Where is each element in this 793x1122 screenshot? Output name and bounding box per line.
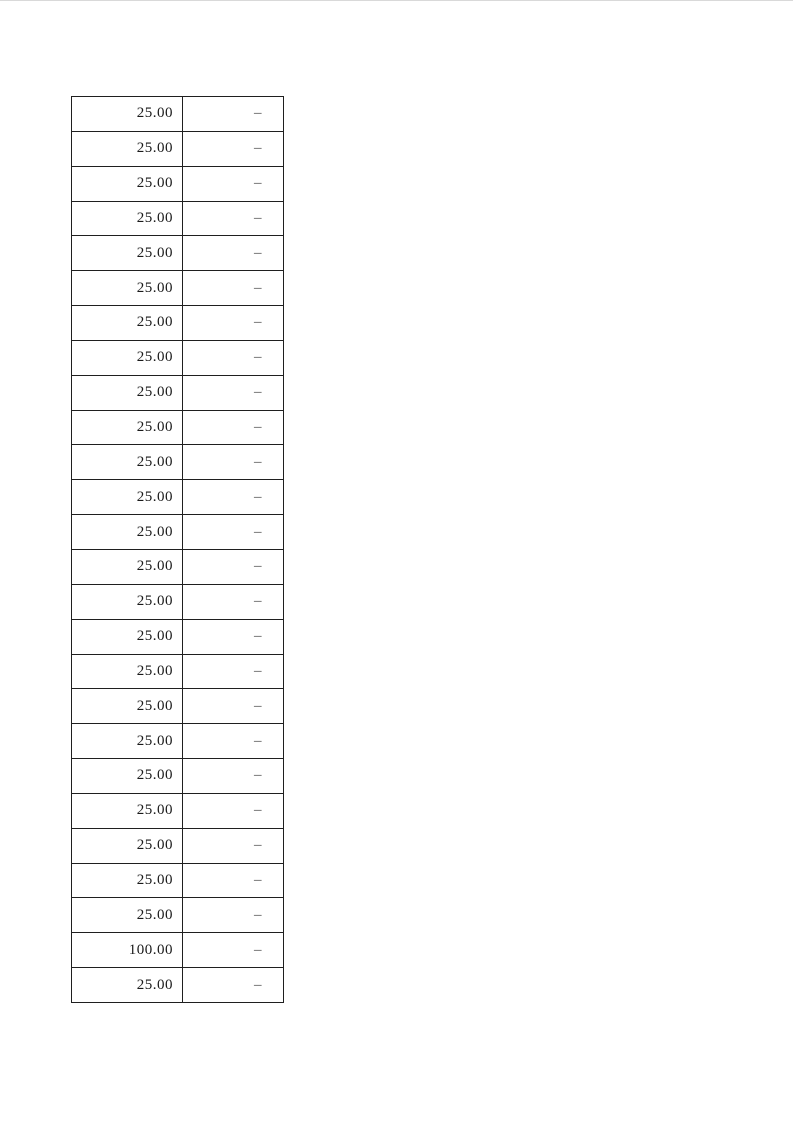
amount-value: 25.00 [136,628,173,645]
dash-value: – [254,349,262,366]
amount-value: 25.00 [136,105,173,122]
amount-value: 25.00 [136,175,173,192]
table-row [72,898,284,933]
dash-cell [183,445,284,480]
table-row [72,759,284,794]
amounts-table [71,96,284,1003]
table-row [72,445,284,480]
amount-cell [72,549,183,584]
dash-cell [183,863,284,898]
dash-value: – [254,871,262,888]
dash-value: – [254,453,262,470]
amount-cell [72,619,183,654]
dash-value: – [254,976,262,993]
amount-cell [72,759,183,794]
amount-value: 25.00 [136,453,173,470]
amount-cell [72,584,183,619]
dash-value: – [254,140,262,157]
amount-cell [72,898,183,933]
dash-cell [183,306,284,341]
dash-value: – [254,105,262,122]
amount-cell [72,480,183,515]
table-row [72,654,284,689]
amount-cell [72,375,183,410]
table-body [72,97,284,1003]
dash-cell [183,201,284,236]
amount-value: 25.00 [136,802,173,819]
dash-cell [183,166,284,201]
table-row [72,828,284,863]
amount-cell [72,793,183,828]
dash-cell [183,933,284,968]
dash-value: – [254,662,262,679]
dash-value: – [254,802,262,819]
amount-cell [72,306,183,341]
amount-cell [72,724,183,759]
amount-value: 25.00 [136,593,173,610]
dash-value: – [254,523,262,540]
amount-value: 100.00 [128,941,173,958]
table-row [72,131,284,166]
amount-value: 25.00 [136,384,173,401]
table-row [72,968,284,1003]
dash-cell [183,236,284,271]
table-row [72,515,284,550]
amount-value: 25.00 [136,906,173,923]
table-row [72,410,284,445]
dash-cell [183,375,284,410]
amount-cell [72,97,183,132]
dash-value: – [254,175,262,192]
amount-value: 25.00 [136,732,173,749]
dash-value: – [254,906,262,923]
amount-cell [72,410,183,445]
amount-cell [72,863,183,898]
dash-value: – [254,279,262,296]
dash-cell [183,584,284,619]
amount-value: 25.00 [136,314,173,331]
table-row [72,584,284,619]
table-row [72,166,284,201]
table-row [72,375,284,410]
amount-cell [72,236,183,271]
table-row [72,340,284,375]
amount-value: 25.00 [136,558,173,575]
amount-cell [72,445,183,480]
amount-value: 25.00 [136,767,173,784]
amount-value: 25.00 [136,871,173,888]
amount-value: 25.00 [136,837,173,854]
dash-cell [183,828,284,863]
dash-value: – [254,244,262,261]
amount-cell [72,933,183,968]
dash-cell [183,271,284,306]
amount-value: 25.00 [136,697,173,714]
dash-value: – [254,732,262,749]
dash-cell [183,340,284,375]
dash-cell [183,759,284,794]
amount-cell [72,131,183,166]
dash-value: – [254,314,262,331]
amount-value: 25.00 [136,523,173,540]
dash-cell [183,793,284,828]
table-row [72,689,284,724]
dash-cell [183,968,284,1003]
dash-value: – [254,628,262,645]
dash-value: – [254,558,262,575]
amount-cell [72,515,183,550]
dash-cell [183,131,284,166]
dash-cell [183,898,284,933]
amount-value: 25.00 [136,209,173,226]
amount-cell [72,201,183,236]
dash-cell [183,480,284,515]
dash-value: – [254,837,262,854]
table-row [72,236,284,271]
dash-value: – [254,209,262,226]
dash-value: – [254,488,262,505]
dash-value: – [254,384,262,401]
amount-value: 25.00 [136,419,173,436]
page-top-edge-line [0,0,793,1]
amount-value: 25.00 [136,244,173,261]
dash-cell [183,515,284,550]
table-row [72,933,284,968]
dash-cell [183,654,284,689]
table-row [72,724,284,759]
amount-cell [72,340,183,375]
amount-cell [72,689,183,724]
amount-value: 25.00 [136,662,173,679]
amount-value: 25.00 [136,488,173,505]
table-row [72,619,284,654]
table-row [72,793,284,828]
dash-value: – [254,767,262,784]
amount-value: 25.00 [136,140,173,157]
amount-cell [72,271,183,306]
amount-cell [72,968,183,1003]
table-row [72,863,284,898]
amount-value: 25.00 [136,349,173,366]
table-row [72,549,284,584]
table-row [72,97,284,132]
dash-value: – [254,941,262,958]
amount-value: 25.00 [136,976,173,993]
table-row [72,201,284,236]
amount-value: 25.00 [136,279,173,296]
dash-cell [183,724,284,759]
amount-cell [72,166,183,201]
dash-cell [183,97,284,132]
dash-value: – [254,697,262,714]
table-row [72,480,284,515]
table-row [72,271,284,306]
dash-cell [183,410,284,445]
table-row [72,306,284,341]
amount-cell [72,654,183,689]
dash-value: – [254,419,262,436]
dash-cell [183,689,284,724]
dash-cell [183,619,284,654]
dash-cell [183,549,284,584]
amount-cell [72,828,183,863]
dash-value: – [254,593,262,610]
